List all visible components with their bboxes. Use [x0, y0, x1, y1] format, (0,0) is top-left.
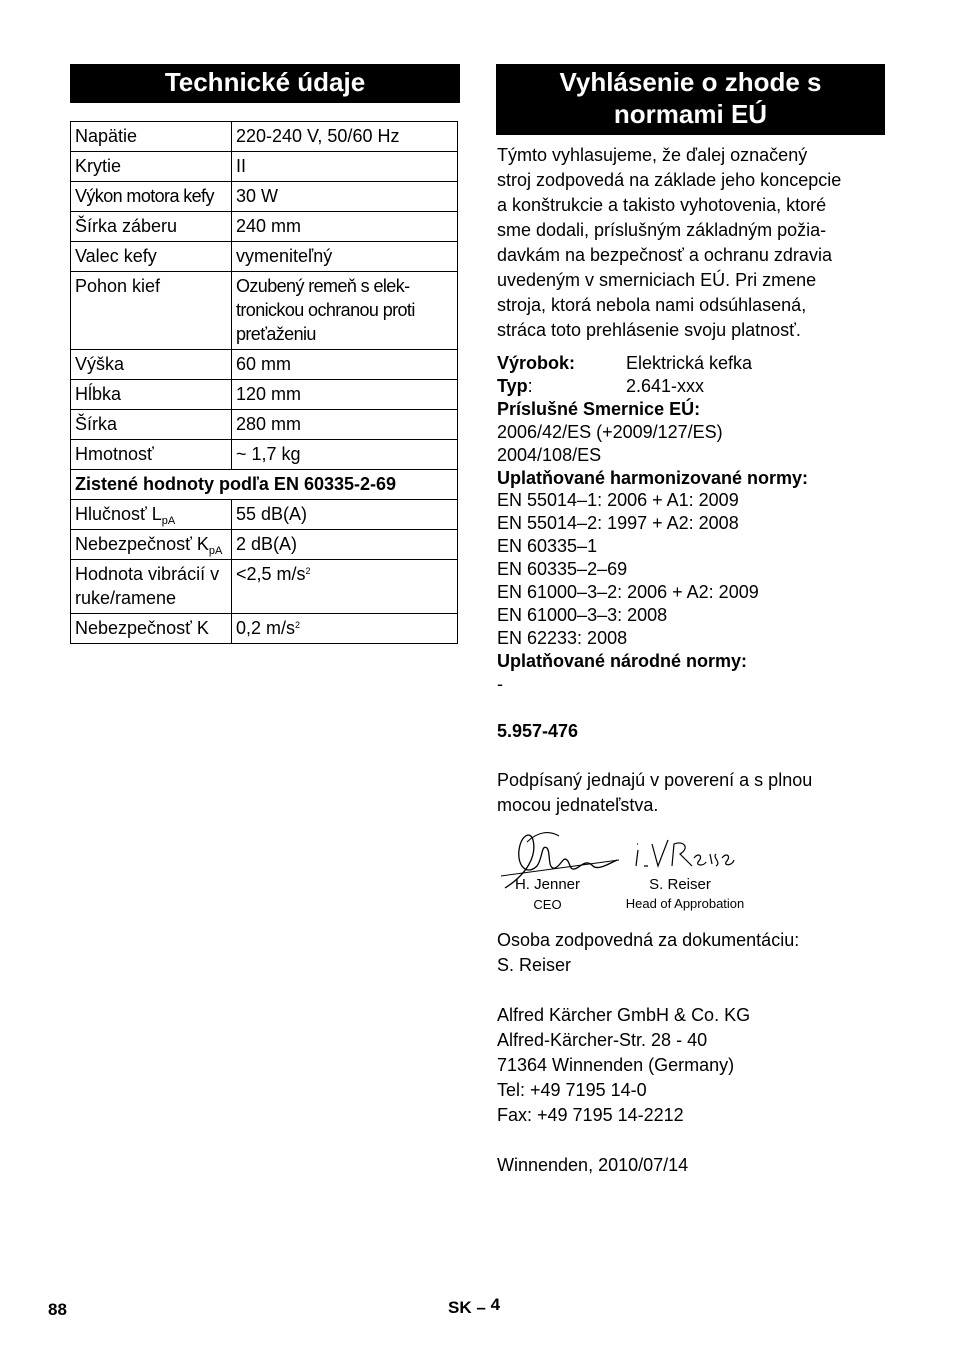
text-line: Osoba zodpovedná za dokumentáciu: — [497, 930, 800, 950]
text-line: a konštrukcie a takisto vyhotovenia, ktoré — [497, 195, 827, 215]
table-row — [71, 530, 458, 560]
standard-item: EN 62233: 2008 — [497, 627, 628, 648]
address-line: Tel: +49 7195 14-0 — [497, 1080, 647, 1100]
harmonized-label — [497, 467, 887, 490]
table-row — [71, 560, 458, 614]
row-value: 60 mm — [232, 350, 458, 380]
table-row — [71, 152, 458, 182]
text-line: S. Reiser — [497, 955, 572, 975]
row-label: Hmotnosť — [71, 440, 232, 470]
row-label: Hodnota vibrácií v ruke/ramene — [71, 560, 232, 614]
harmonized-label-text: Uplatňované harmonizované normy: — [497, 467, 809, 488]
language-code: SK — [448, 1298, 472, 1317]
row-label: Nebezpečnosť K — [71, 614, 232, 644]
row-value: 30 W — [232, 182, 458, 212]
directive-item: 2004/108/ES — [497, 444, 602, 465]
table-row — [71, 350, 458, 380]
table-row — [71, 182, 458, 212]
row-value: ~ 1,7 kg — [232, 440, 458, 470]
address-line: Alfred Kärcher GmbH & Co. KG — [497, 1005, 751, 1025]
documentation-responsible — [497, 928, 887, 978]
type-row — [497, 375, 887, 398]
text-line: Týmto vyhlasujeme, že ďalej označený — [497, 145, 808, 165]
address-line: Alfred-Kärcher-Str. 28 - 40 — [497, 1030, 708, 1050]
section-page-number: 4 — [490, 1295, 501, 1314]
page-number: 88 — [48, 1300, 67, 1319]
declaration-intro — [497, 143, 887, 343]
row-label: Pohon kief — [71, 272, 232, 350]
technical-data-table — [70, 121, 458, 644]
row-value — [232, 614, 458, 644]
text-line: stroja, ktorá nebola nami odsúhlasená, — [497, 295, 807, 315]
signatory-1-name: H. Jenner — [514, 876, 581, 893]
row-value: 55 dB(A) — [232, 500, 458, 530]
eu-declaration-heading — [496, 64, 885, 135]
label-subscript: pA — [208, 545, 223, 557]
text-line: Podpísaný jednajú v poverení a s plnou — [497, 770, 813, 790]
language-page-label — [448, 1295, 501, 1318]
standard-item: EN 60335–2–69 — [497, 559, 628, 580]
table-row — [71, 212, 458, 242]
table-row — [71, 614, 458, 644]
measured-values-heading: Zistené hodnoty podľa EN 60335-2-69 — [71, 470, 458, 500]
label-text: Hlučnosť L — [75, 504, 162, 524]
company-address — [497, 1003, 887, 1128]
national-value: - — [497, 673, 503, 694]
signature-reiser — [632, 836, 736, 876]
signatory-2-role: Head of Approbation — [625, 896, 745, 911]
signatory-statement — [497, 768, 887, 818]
row-value: Ozubený remeň s elek-tronickou ochranou proti preťaženiu — [232, 272, 458, 350]
text-line: uvedeným v smerniciach EÚ. Pri zmene — [497, 270, 817, 290]
row-label: Šírka záberu — [71, 212, 232, 242]
row-label — [71, 500, 232, 530]
type-value: 2.641-xxx — [626, 375, 705, 396]
directives-label-text: Príslušné Smernice EÚ: — [497, 398, 701, 419]
value-superscript: 2 — [295, 620, 301, 630]
table-row — [71, 380, 458, 410]
row-label: Napätie — [71, 122, 232, 152]
standard-item: EN 61000–3–3: 2008 — [497, 604, 668, 625]
type-label: Typ — [497, 375, 528, 396]
label-text: Nebezpečnosť K — [75, 534, 209, 554]
row-label: Hĺbka — [71, 380, 232, 410]
address-line: Fax: +49 7195 14-2212 — [497, 1105, 684, 1125]
directives-label — [497, 398, 887, 421]
text-line: stráca toto prehlásenie svoju platnosť. — [497, 320, 801, 340]
text-line: stroj zodpovedá na základe jeho koncepcie — [497, 170, 842, 190]
standard-item: EN 61000–3–2: 2006 + A2: 2009 — [497, 582, 759, 603]
signatory-1-role: CEO — [533, 897, 562, 912]
text-line: mocou jednateľstva. — [497, 795, 659, 815]
label-subscript: pA — [161, 515, 176, 527]
row-label — [71, 530, 232, 560]
row-label: Výkon motora kefy — [71, 182, 232, 212]
row-value — [232, 560, 458, 614]
table-row — [71, 500, 458, 530]
standard-item: EN 60335–1 — [497, 536, 598, 557]
table-row — [71, 122, 458, 152]
table-row — [71, 242, 458, 272]
row-label: Šírka — [71, 410, 232, 440]
place-date: Winnenden, 2010/07/14 — [497, 1155, 689, 1175]
standard-item: EN 55014–1: 2006 + A1: 2009 — [497, 490, 739, 511]
table-row — [71, 272, 458, 350]
product-row — [497, 352, 887, 375]
table-row — [71, 410, 458, 440]
declaration-details — [497, 352, 887, 696]
row-value: 280 mm — [232, 410, 458, 440]
standard-item: EN 55014–2: 1997 + A2: 2008 — [497, 513, 739, 534]
technical-data-heading: Technické údaje — [70, 64, 460, 103]
text-line: sme dodali, príslušným základným požia- — [497, 220, 827, 240]
type-colon: : — [527, 375, 533, 396]
table-section-row — [71, 470, 458, 500]
address-line: 71364 Winnenden (Germany) — [497, 1055, 735, 1075]
national-label-text: Uplatňované národné normy: — [497, 650, 748, 671]
part-number: 5.957-476 — [497, 721, 579, 741]
row-label: Krytie — [71, 152, 232, 182]
product-label: Výrobok: — [497, 353, 576, 373]
type-label-wrap — [497, 375, 626, 398]
heading-line-2: normami EÚ — [613, 99, 768, 129]
row-value: 2 dB(A) — [232, 530, 458, 560]
value-text: <2,5 m/s — [236, 564, 306, 584]
row-value: 120 mm — [232, 380, 458, 410]
row-value: 240 mm — [232, 212, 458, 242]
value-text: 0,2 m/s — [236, 618, 296, 638]
footer-dash: – — [476, 1298, 486, 1317]
row-value: 220-240 V, 50/60 Hz — [232, 122, 458, 152]
row-value: vymeniteľný — [232, 242, 458, 272]
signatory-2-name: S. Reiser — [649, 876, 711, 893]
row-label: Valec kefy — [71, 242, 232, 272]
national-label — [497, 650, 887, 673]
heading-line-1: Vyhlásenie o zhode s — [559, 67, 822, 97]
text-line: davkám na bezpečnosť a ochranu zdravia — [497, 245, 832, 265]
table-row — [71, 440, 458, 470]
value-superscript: 2 — [305, 566, 311, 576]
directive-item: 2006/42/ES (+2009/127/ES) — [497, 421, 723, 442]
product-value: Elektrická kefka — [626, 353, 753, 373]
row-label: Výška — [71, 350, 232, 380]
row-value: II — [232, 152, 458, 182]
